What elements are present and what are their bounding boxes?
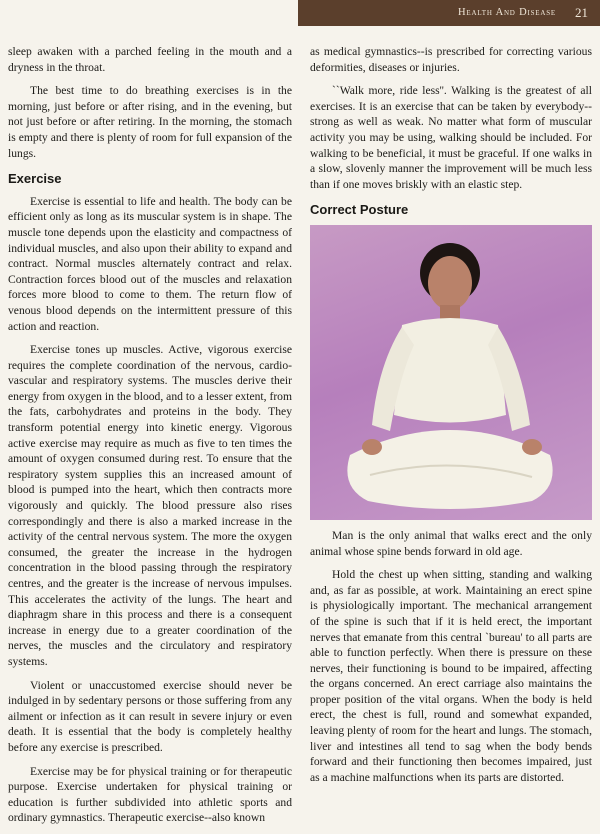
left-column	[8, 44, 292, 834]
paragraph: as medical gymnastics--is prescribed for correcting various deformities, diseases or injuries.	[310, 45, 592, 74]
running-header	[298, 0, 600, 26]
paragraph: Hold the chest up when sitting, standing and walking and, as far as possible, at work. Maintaining an erect spine is physiologically important. The mechanical arrangement of the spine is such that if it is held erect, the important nerves that emanate from this central `bureau' to all parts are able to function perfectly. When there is pressure on these nerves, their functioning is bound to be impaired, affecting the organs concerned. An erect carriage also maintains the proper position of the vital organs. When the body is held erect, the chest is full, round and somewhat expanded, leaving plenty of room for the heart and lungs. The stomach, liver and intestines all tend to sag when the body bends forward and their functioning then becomes impaired, just as a machine malfunctions when its parts are distorted.	[310, 568, 592, 784]
paragraph: Violent or unaccustomed exercise should never be indulged in by sedentary persons or those suffering from any ailment or infection as it can result in severe injury or even death. It is essential that the body is completely healthy before any exercise is prescribed.	[8, 678, 292, 754]
paragraph: sleep awaken with a parched feeling in the mouth and a dryness in the throat.	[8, 45, 292, 74]
photo-caption: Man is the only animal that walks erect and the only animal whose spine bends forward in old age.	[310, 528, 592, 558]
right-column	[310, 44, 592, 793]
paragraph: Exercise may be for physical training or for therapeutic purpose. Exercise undertaken for physical training or education is further subdivided into athletic sports and ordinary gymnastics. Therapeutic exercise--also known	[8, 764, 292, 825]
paragraph: Exercise is essential to life and health. The body can be efficient only as long as its muscular system is in shape. The muscle tone depends upon the elasticity and compactness of individual muscles, and also upon their ability to expand and contract. Normal muscles alternately contract and relax. Contraction forces blood out of the muscles and relaxation forces more blood to come to them. The return flow of venous blood depends on the intermittent pressure of this action and reaction.	[8, 194, 292, 333]
running-title: Health And Disease	[458, 7, 556, 18]
paragraph: The best time to do breathing exercises is in the morning, just before or after rising, and in the evening, but not just before or after retiring. In the morning, the stomach is empty and there is plenty of room for full expansion of the lungs.	[8, 84, 292, 160]
posture-photo	[310, 225, 592, 520]
paragraph: ``Walk more, ride less''. Walking is the greatest of all exercises. It is an exercise that can be taken by everybody--strong as well as weak. No matter what form of muscular activity you may be using, walking should be included. For walking to be beneficial, it must be graceful. If one walks in a slow, slovenly manner the improvement will be much less than if one moves briskly with an elastic step.	[310, 84, 592, 191]
section-heading-correct-posture: Correct Posture	[310, 202, 409, 218]
paragraph: Exercise tones up muscles. Active, vigorous exercise requires the complete coordination of the nervous, cardio-vascular and respiratory systems. The muscles derive their energy from oxygen in the blood, and to a lesser extent, from the fats, carbohydrates and proteins in the body. They transform potential energy into kinetic energy. Vigorous active exercise may require as much as five to ten times the amount of oxygen consumed during rest. To ensure that the respiratory system supplies this an increased amount of blood is pumped into the heart, which then contracts more vigorously and quickly. The blood pressure also rises correspondingly and there is also a marked increase in the activity of the central nervous system. The more the oxygen consumed, the greater the increase in the hydrogen concentration in the blood passing through the respiratory centres, and the greater is the increase of nervous impulses. This accelerates the activity of the lungs. The heart and diaphragm share in this process and there is a consequent increase in energy due to a greater coordination of the nerves, the muscles and the circulatory and respiratory systems.	[8, 343, 292, 668]
section-heading-exercise: Exercise	[8, 171, 62, 187]
seated-woman-illustration	[310, 225, 592, 520]
page-number: 21	[575, 5, 588, 20]
